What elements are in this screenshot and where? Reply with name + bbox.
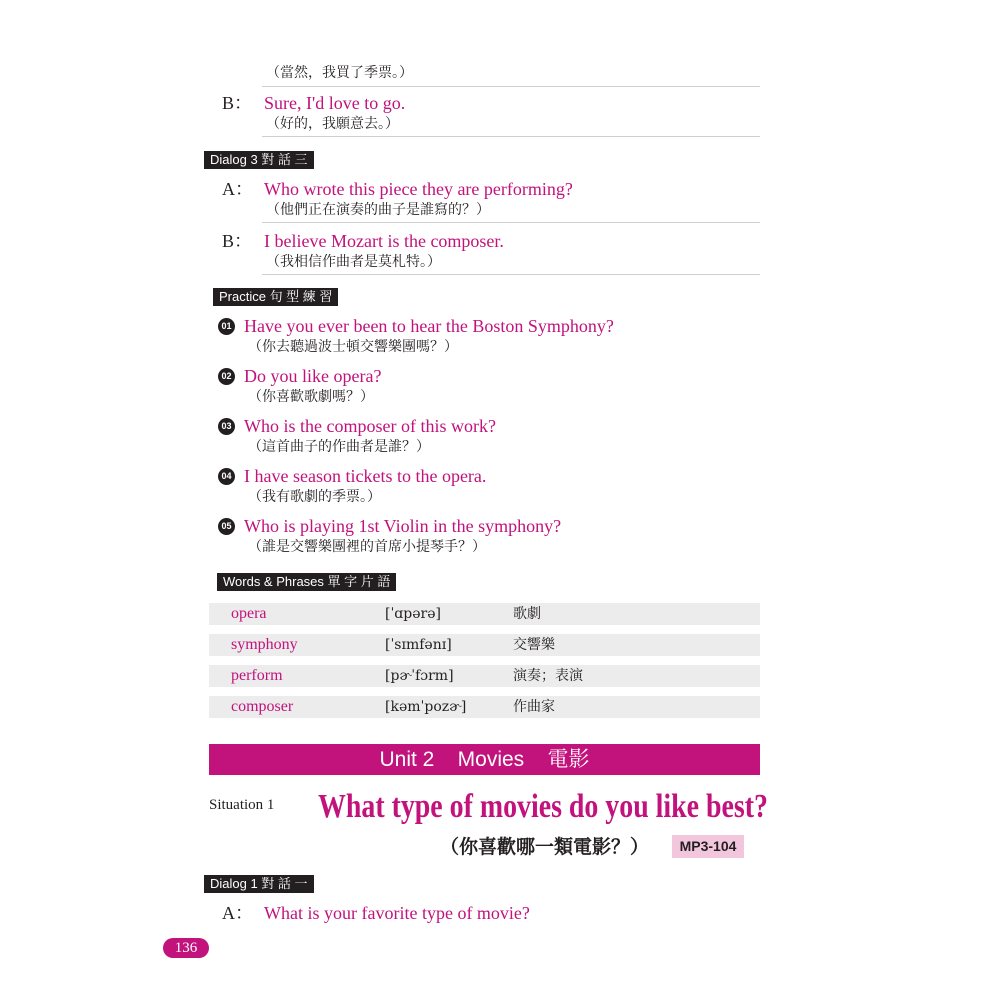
practice-translation: （這首曲子的作曲者是誰？） — [248, 439, 430, 455]
dialog3-b-sentence: I believe Mozart is the composer. — [264, 231, 504, 251]
speaker-b: B： — [222, 93, 253, 113]
vocab-phonetic: [pɚˈfɔrm] — [385, 668, 454, 684]
dialog3-a-sentence: Who wrote this piece they are performing? — [264, 179, 573, 199]
practice-label: Practice 句 型 練 習 — [213, 288, 338, 306]
page-number: 136 — [163, 938, 209, 958]
vocab-meaning: 演奏；表演 — [513, 668, 583, 684]
speaker-a: A： — [222, 179, 253, 199]
dialog3-a-translation: （他們正在演奏的曲子是誰寫的？） — [266, 202, 490, 218]
vocab-word: symphony — [231, 636, 298, 653]
practice-sentence: Who is playing 1st Violin in the symphony? — [244, 516, 562, 536]
practice-sentence: Do you like opera? — [244, 366, 382, 386]
dialog2-b-sentence: Sure, I'd love to go. — [264, 93, 406, 113]
practice-translation: （你去聽過波士頓交響樂團嗎？） — [248, 339, 458, 355]
mp3-track-badge: MP3-104 — [672, 835, 744, 858]
words-label: Words & Phrases 單 字 片 語 — [217, 573, 396, 591]
vocab-phonetic: [kəmˈpozɚ] — [385, 699, 467, 715]
vocab-phonetic: [ˈɑpərə] — [385, 606, 441, 622]
vocab-word: composer — [231, 698, 294, 715]
practice-number-badge: 03 — [218, 418, 235, 435]
situation-subtitle: （你喜歡哪一類電影？） — [440, 836, 650, 858]
divider — [262, 274, 760, 275]
vocab-row — [209, 603, 760, 625]
speaker-b: B： — [222, 231, 253, 251]
vocab-word: perform — [231, 667, 283, 684]
dialog2-b-translation: （好的，我願意去。） — [266, 116, 399, 132]
vocab-row — [209, 634, 760, 656]
practice-number-badge: 02 — [218, 368, 235, 385]
vocab-word: opera — [231, 605, 267, 622]
practice-translation: （誰是交響樂團裡的首席小提琴手？） — [248, 539, 486, 555]
unit-header: Unit 2 Movies 電影 — [209, 744, 760, 775]
situation-title: What type of movies do you like best? — [318, 788, 768, 825]
practice-sentence: I have season tickets to the opera. — [244, 466, 487, 486]
dialog1-a-sentence: What is your favorite type of movie? — [264, 903, 530, 923]
practice-translation: （你喜歡歌劇嗎？） — [248, 389, 374, 405]
dialog3-b-translation: （我相信作曲者是莫札特。） — [266, 254, 441, 270]
divider — [262, 86, 760, 87]
divider — [262, 222, 760, 223]
practice-sentence: Who is the composer of this work? — [244, 416, 496, 436]
speaker-a: A： — [222, 903, 253, 923]
vocab-row — [209, 665, 760, 687]
practice-number-badge: 04 — [218, 468, 235, 485]
divider — [262, 136, 760, 137]
situation-label: Situation 1 — [209, 797, 275, 813]
vocab-meaning: 交響樂 — [513, 637, 555, 653]
vocab-row — [209, 696, 760, 718]
vocab-meaning: 作曲家 — [513, 699, 555, 715]
dialog3-label: Dialog 3 對 話 三 — [204, 151, 314, 169]
practice-number-badge: 01 — [218, 318, 235, 335]
dialog1-label: Dialog 1 對 話 一 — [204, 875, 314, 893]
vocab-meaning: 歌劇 — [513, 606, 541, 622]
practice-number-badge: 05 — [218, 518, 235, 535]
vocab-phonetic: [ˈsɪmfənɪ] — [385, 637, 452, 653]
dialog2-a-translation: （當然，我買了季票。） — [266, 65, 413, 81]
practice-translation: （我有歌劇的季票。） — [248, 489, 381, 505]
practice-sentence: Have you ever been to hear the Boston Symphony? — [244, 316, 614, 336]
